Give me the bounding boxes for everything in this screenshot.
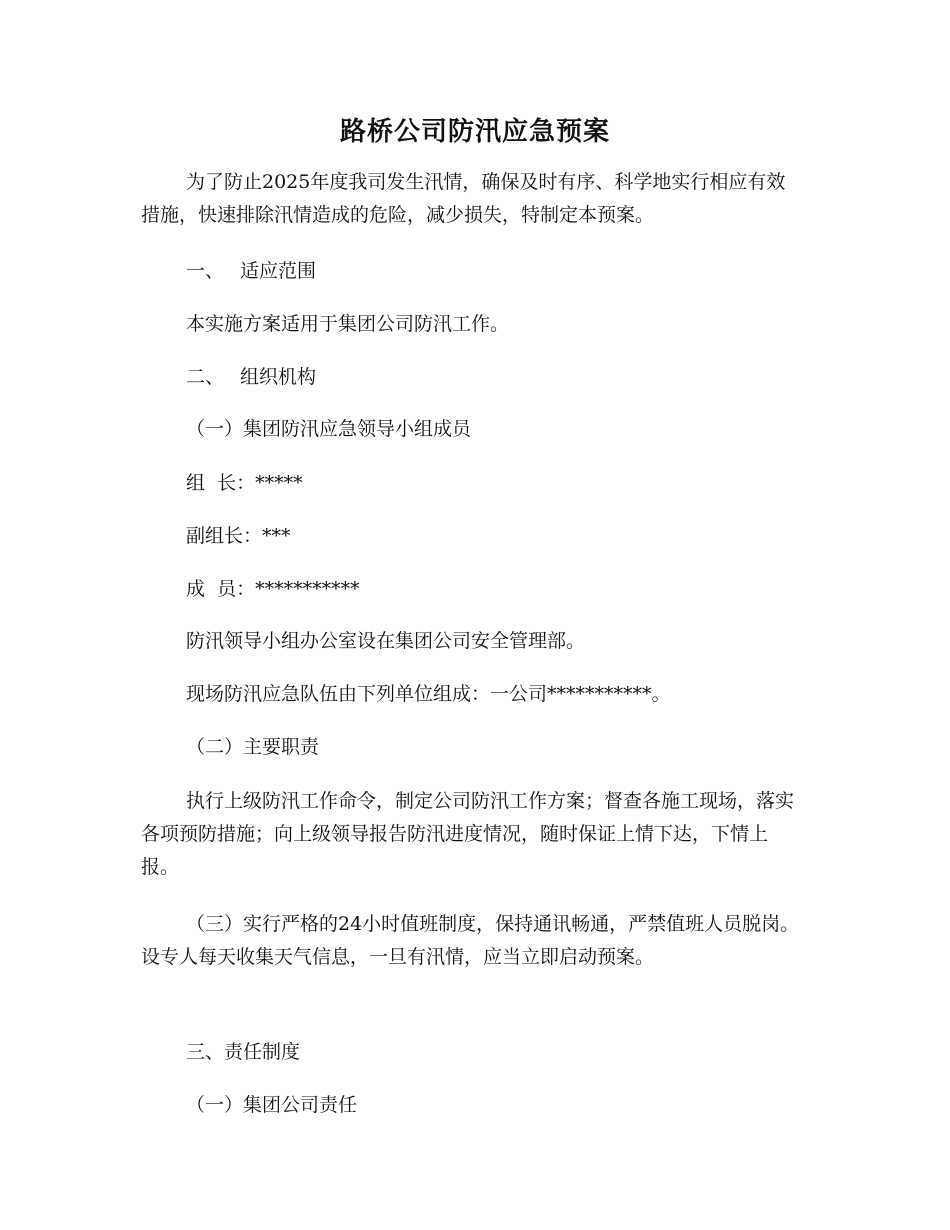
section-1-number: 一、 xyxy=(186,260,225,282)
section-3-heading: 三、责任制度 xyxy=(186,1041,301,1063)
document-title: 路桥公司防汛应急预案 xyxy=(339,117,610,147)
deputy-line: 副组长：*** xyxy=(186,525,291,547)
intro-paragraph: 为了防止2025年度我司发生汛情，确保及时有序、科学地实行相应有效措施，快速排除汛情造成的危险，减少损失，特制定本预案。 xyxy=(141,171,786,226)
section-2-heading xyxy=(186,361,316,394)
section-1-title: 适应范围 xyxy=(240,260,317,282)
section-2-title: 组织机构 xyxy=(240,366,317,388)
subsection-1-heading: （一）集团防汛应急领导小组成员 xyxy=(186,418,472,440)
section-1-heading xyxy=(186,255,316,288)
members-line: 成 员：*********** xyxy=(186,578,360,600)
office-paragraph: 防汛领导小组办公室设在集团公司安全管理部。 xyxy=(186,630,586,652)
leader-line: 组 长：***** xyxy=(186,472,303,494)
duties-paragraph: 执行上级防汛工作命令，制定公司防汛工作方案；督查各施工现场，落实各项预防措施；向上级领导报告防汛进度情况，随时保证上情下达，下情上报。 xyxy=(141,790,795,878)
subsection-4-heading: （一）集团公司责任 xyxy=(186,1094,358,1116)
team-paragraph: 现场防汛应急队伍由下列单位组成：一公司***********。 xyxy=(186,683,671,705)
subsection-2-heading: （二）主要职责 xyxy=(186,736,320,758)
scope-paragraph: 本实施方案适用于集团公司防汛工作。 xyxy=(186,313,510,335)
duty-system-paragraph: （三）实行严格的24小时值班制度，保持通讯畅通，严禁值班人员脱岗。设专人每天收集天气信息，一旦有汛情，应当立即启动预案。 xyxy=(141,913,800,968)
section-2-number: 二、 xyxy=(186,366,225,388)
